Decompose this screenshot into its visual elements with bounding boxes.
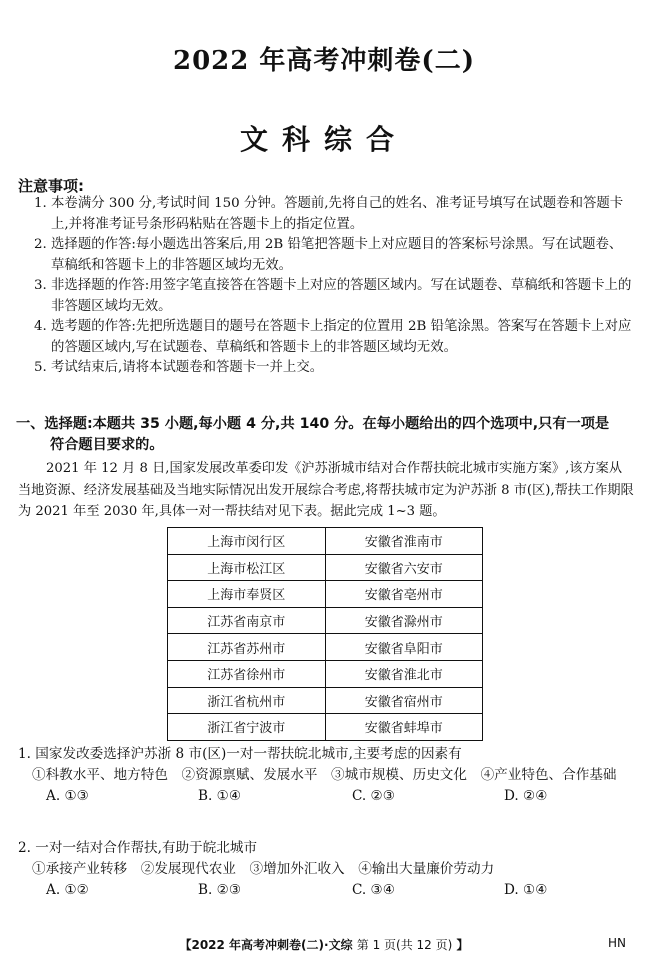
answer-choices xyxy=(18,880,634,902)
answer-choices xyxy=(18,786,634,808)
question-1 xyxy=(18,744,634,808)
question-stem: 1. 国家发改委选择沪苏浙 8 市(区)一对一帮扶皖北城市,主要考虑的因素有 xyxy=(18,746,462,762)
material-intro xyxy=(18,458,634,523)
assisted-city-cell: 安徽省亳州市 xyxy=(325,581,483,608)
table-row xyxy=(168,714,483,741)
notice-item: 5. 考试结束后,请将本试题卷和答题卡一并上交。 xyxy=(34,360,324,375)
assisted-city-cell: 安徽省蚌埠市 xyxy=(325,714,483,741)
footer-close: 】 xyxy=(456,938,469,952)
footer-page-number: 第 1 页(共 12 页) xyxy=(356,938,453,952)
assisted-city-cell: 安徽省淮南市 xyxy=(325,528,483,555)
table-row xyxy=(168,528,483,555)
table-row xyxy=(168,607,483,634)
choice-c[interactable]: C. ③④ xyxy=(352,882,395,898)
choice-a[interactable]: A. ①② xyxy=(46,882,89,898)
choice-c[interactable]: C. ②③ xyxy=(352,788,395,804)
helper-city-cell: 上海市奉贤区 xyxy=(168,581,326,608)
table-row xyxy=(168,687,483,714)
assisted-city-cell: 安徽省六安市 xyxy=(325,554,483,581)
footer-label: 【2022 年高考冲刺卷(二)·文综 xyxy=(179,938,353,952)
choice-b[interactable]: B. ②③ xyxy=(198,882,242,898)
helper-city-cell: 江苏省苏州市 xyxy=(168,634,326,661)
page-footer xyxy=(0,936,648,953)
region-code: HN xyxy=(608,936,626,950)
helper-city-cell: 江苏省南京市 xyxy=(168,607,326,634)
notice-item: 3. 非选择题的作答:用签字笔直接答在答题卡上对应的答题区域内。写在试题卷、草稿纸和答题卡上的非答题区域均无效。 xyxy=(34,278,632,314)
choice-d[interactable]: D. ①④ xyxy=(504,882,548,898)
choice-d[interactable]: D. ②④ xyxy=(504,788,548,804)
table-row xyxy=(168,634,483,661)
table-row xyxy=(168,554,483,581)
helper-city-cell: 上海市松江区 xyxy=(168,554,326,581)
helper-city-cell: 浙江省宁波市 xyxy=(168,714,326,741)
intro-paragraph: 2021 年 12 月 8 日,国家发展改革委印发《沪苏浙城市结对合作帮扶皖北城市实施方案》,该方案从当地资源、经济发展基础及当地实际情况出发开展综合考虑,将帮扶城市定为沪苏浙 8 市(区),帮扶工作期限为 2021 年至 2030 年,具体一对一帮扶结对见下表。据此完成 1~3 题。 xyxy=(18,461,634,519)
question-statements: ①承接产业转移 ②发展现代农业 ③增加外汇收入 ④输出大量廉价劳动力 xyxy=(32,861,495,877)
table-row xyxy=(168,660,483,687)
section-heading-line1: 一、选择题:本题共 35 小题,每小题 4 分,共 140 分。在每小题给出的四个选项中,只有一项是 xyxy=(16,416,610,432)
section-heading-line2: 符合题目要求的。 xyxy=(50,437,164,453)
question-stem: 2. 一对一结对合作帮扶,有助于皖北城市 xyxy=(18,840,258,856)
helper-city-cell: 江苏省徐州市 xyxy=(168,660,326,687)
notice-heading: 注意事项: xyxy=(18,177,84,195)
helper-city-cell: 上海市闵行区 xyxy=(168,528,326,555)
pairing-table xyxy=(167,527,483,741)
section-heading xyxy=(16,414,636,456)
assisted-city-cell: 安徽省淮北市 xyxy=(325,660,483,687)
choice-b[interactable]: B. ①④ xyxy=(198,788,242,804)
notice-list xyxy=(34,194,634,379)
assisted-city-cell: 安徽省滁州市 xyxy=(325,607,483,634)
assisted-city-cell: 安徽省阜阳市 xyxy=(325,634,483,661)
notice-item: 4. 选考题的作答:先把所选题目的题号在答题卡上指定的位置用 2B 铅笔涂黑。答案写在答题卡上对应的答题区域内,写在试题卷、草稿纸和答题卡上的非答题区域均无效。 xyxy=(34,319,632,355)
subject-title: 文科综合 xyxy=(239,123,408,156)
question-2 xyxy=(18,838,634,902)
choice-a[interactable]: A. ①③ xyxy=(46,788,89,804)
helper-city-cell: 浙江省杭州市 xyxy=(168,687,326,714)
notice-item: 2. 选择题的作答:每小题选出答案后,用 2B 铅笔把答题卡上对应题目的答案标号涂黑。写在试题卷、草稿纸和答题卡上的非答题区域均无效。 xyxy=(34,237,623,273)
assisted-city-cell: 安徽省宿州市 xyxy=(325,687,483,714)
question-statements: ①科教水平、地方特色 ②资源禀赋、发展水平 ③城市规模、历史文化 ④产业特色、合作基础 xyxy=(32,767,617,783)
notice-item: 1. 本卷满分 300 分,考试时间 150 分钟。答题前,先将自己的姓名、准考证号填写在试题卷和答题卡上,并将准考证号条形码粘贴在答题卡上的指定位置。 xyxy=(34,196,624,232)
exam-title: 2022 年高考冲刺卷(二) xyxy=(172,46,476,76)
table-row xyxy=(168,581,483,608)
